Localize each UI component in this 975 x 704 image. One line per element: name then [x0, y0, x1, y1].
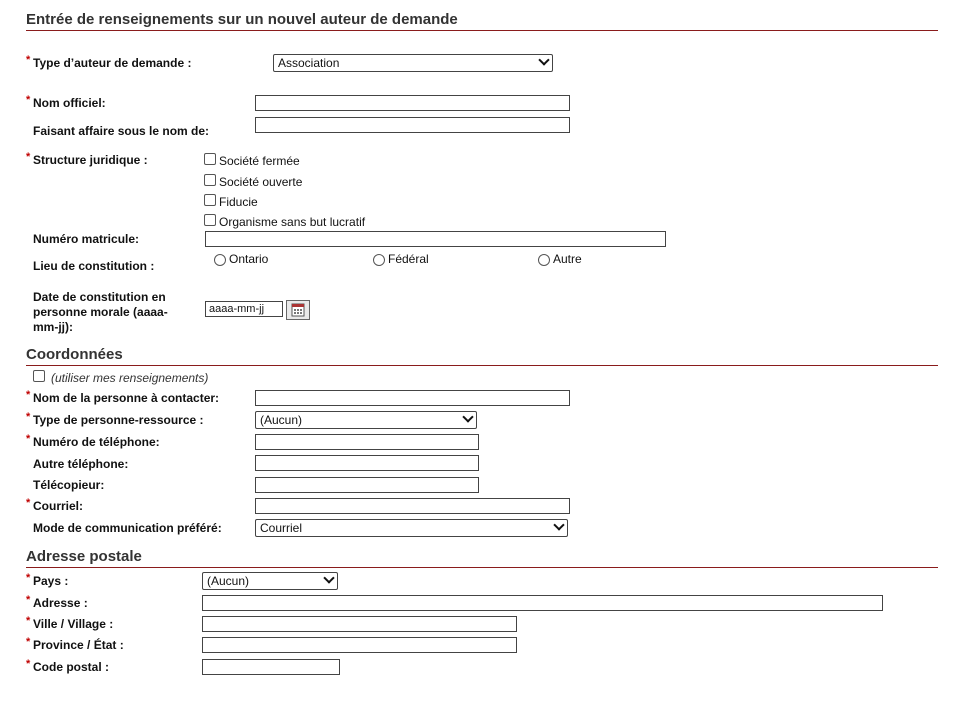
- phone-input[interactable]: [255, 434, 479, 450]
- address-input[interactable]: [202, 595, 883, 611]
- requester-type-value: Association: [278, 56, 340, 70]
- federal-label: Fédéral: [388, 252, 429, 266]
- required-marker: *: [26, 389, 31, 401]
- city-input[interactable]: [202, 616, 517, 632]
- preferred-mode-value: Courriel: [260, 521, 303, 535]
- preferred-mode-select[interactable]: [255, 519, 568, 537]
- phone-label: Numéro de téléphone:: [33, 435, 160, 449]
- calendar-icon-graphic: [287, 301, 309, 319]
- section-title-address: Adresse postale: [26, 548, 938, 568]
- other-label: Autre: [553, 252, 582, 266]
- trust-checkbox[interactable]: [204, 194, 216, 206]
- contact-type-select[interactable]: [255, 411, 477, 429]
- public-company-checkbox[interactable]: [204, 174, 216, 186]
- province-input[interactable]: [202, 637, 517, 653]
- contact-type-value: (Aucun): [260, 413, 303, 427]
- required-marker: *: [26, 497, 31, 509]
- required-marker: *: [26, 572, 31, 584]
- registration-number-label: Numéro matricule:: [33, 232, 140, 246]
- contact-name-input[interactable]: [255, 390, 570, 406]
- required-marker: *: [26, 615, 31, 627]
- chevron-down-icon: [538, 54, 549, 65]
- ontario-radio[interactable]: [214, 254, 226, 266]
- section-title-new-requester: Entrée de renseignements sur un nouvel auteur de demande: [26, 11, 938, 31]
- closed-company-checkbox[interactable]: [204, 153, 216, 165]
- other-radio[interactable]: [538, 254, 550, 266]
- calendar-icon[interactable]: [286, 300, 310, 320]
- country-select[interactable]: [202, 572, 338, 590]
- ontario-label: Ontario: [229, 252, 269, 266]
- use-my-info-label: (utiliser mes renseignements): [51, 371, 209, 385]
- fax-label: Télécopieur:: [33, 478, 105, 492]
- incorporation-place-label: Lieu de constitution :: [33, 259, 155, 273]
- trust-label: Fiducie: [219, 195, 258, 209]
- incorporation-date-input[interactable]: [205, 301, 283, 317]
- country-value: (Aucun): [207, 574, 250, 588]
- public-company-label: Société ouverte: [219, 175, 303, 189]
- required-marker: *: [26, 54, 31, 66]
- city-label: Ville / Village :: [33, 617, 114, 631]
- section-title-contact: Coordonnées: [26, 346, 938, 366]
- postal-code-label: Code postal :: [33, 660, 110, 674]
- postal-code-input[interactable]: [202, 659, 340, 675]
- requester-type-label: Type d’auteur de demande :: [33, 56, 192, 70]
- contact-name-label: Nom de la personne à contacter:: [33, 391, 220, 405]
- chevron-down-icon: [462, 411, 473, 422]
- chevron-down-icon: [323, 572, 334, 583]
- federal-radio[interactable]: [373, 254, 385, 266]
- required-marker: *: [26, 636, 31, 648]
- official-name-label: Nom officiel:: [33, 96, 106, 110]
- required-marker: *: [26, 594, 31, 606]
- use-my-info-checkbox[interactable]: [33, 370, 45, 382]
- province-label: Province / État :: [33, 638, 124, 652]
- preferred-mode-label: Mode de communication préféré:: [33, 521, 222, 535]
- required-marker: *: [26, 411, 31, 423]
- nonprofit-checkbox[interactable]: [204, 214, 216, 226]
- dba-input[interactable]: [255, 117, 570, 133]
- chevron-down-icon: [553, 519, 564, 530]
- required-marker: *: [26, 433, 31, 445]
- requester-type-select[interactable]: [273, 54, 553, 72]
- nonprofit-label: Organisme sans but lucratif: [219, 215, 366, 229]
- fax-input[interactable]: [255, 477, 479, 493]
- required-marker: *: [26, 94, 31, 106]
- official-name-input[interactable]: [255, 95, 570, 111]
- address-label: Adresse :: [33, 596, 88, 610]
- email-input[interactable]: [255, 498, 570, 514]
- registration-number-input[interactable]: [205, 231, 666, 247]
- incorporation-date-label: Date de constitution en personne morale (aaaa-mm-jj):: [33, 290, 168, 334]
- legal-structure-label: Structure juridique :: [33, 153, 148, 167]
- required-marker: *: [26, 658, 31, 670]
- required-marker: *: [26, 151, 31, 163]
- closed-company-label: Société fermée: [219, 154, 300, 168]
- contact-type-label: Type de personne-ressource :: [33, 413, 204, 427]
- other-phone-input[interactable]: [255, 455, 479, 471]
- other-phone-label: Autre téléphone:: [33, 457, 129, 471]
- email-label: Courriel:: [33, 499, 84, 513]
- country-label: Pays :: [33, 574, 69, 588]
- dba-label: Faisant affaire sous le nom de:: [33, 124, 210, 138]
